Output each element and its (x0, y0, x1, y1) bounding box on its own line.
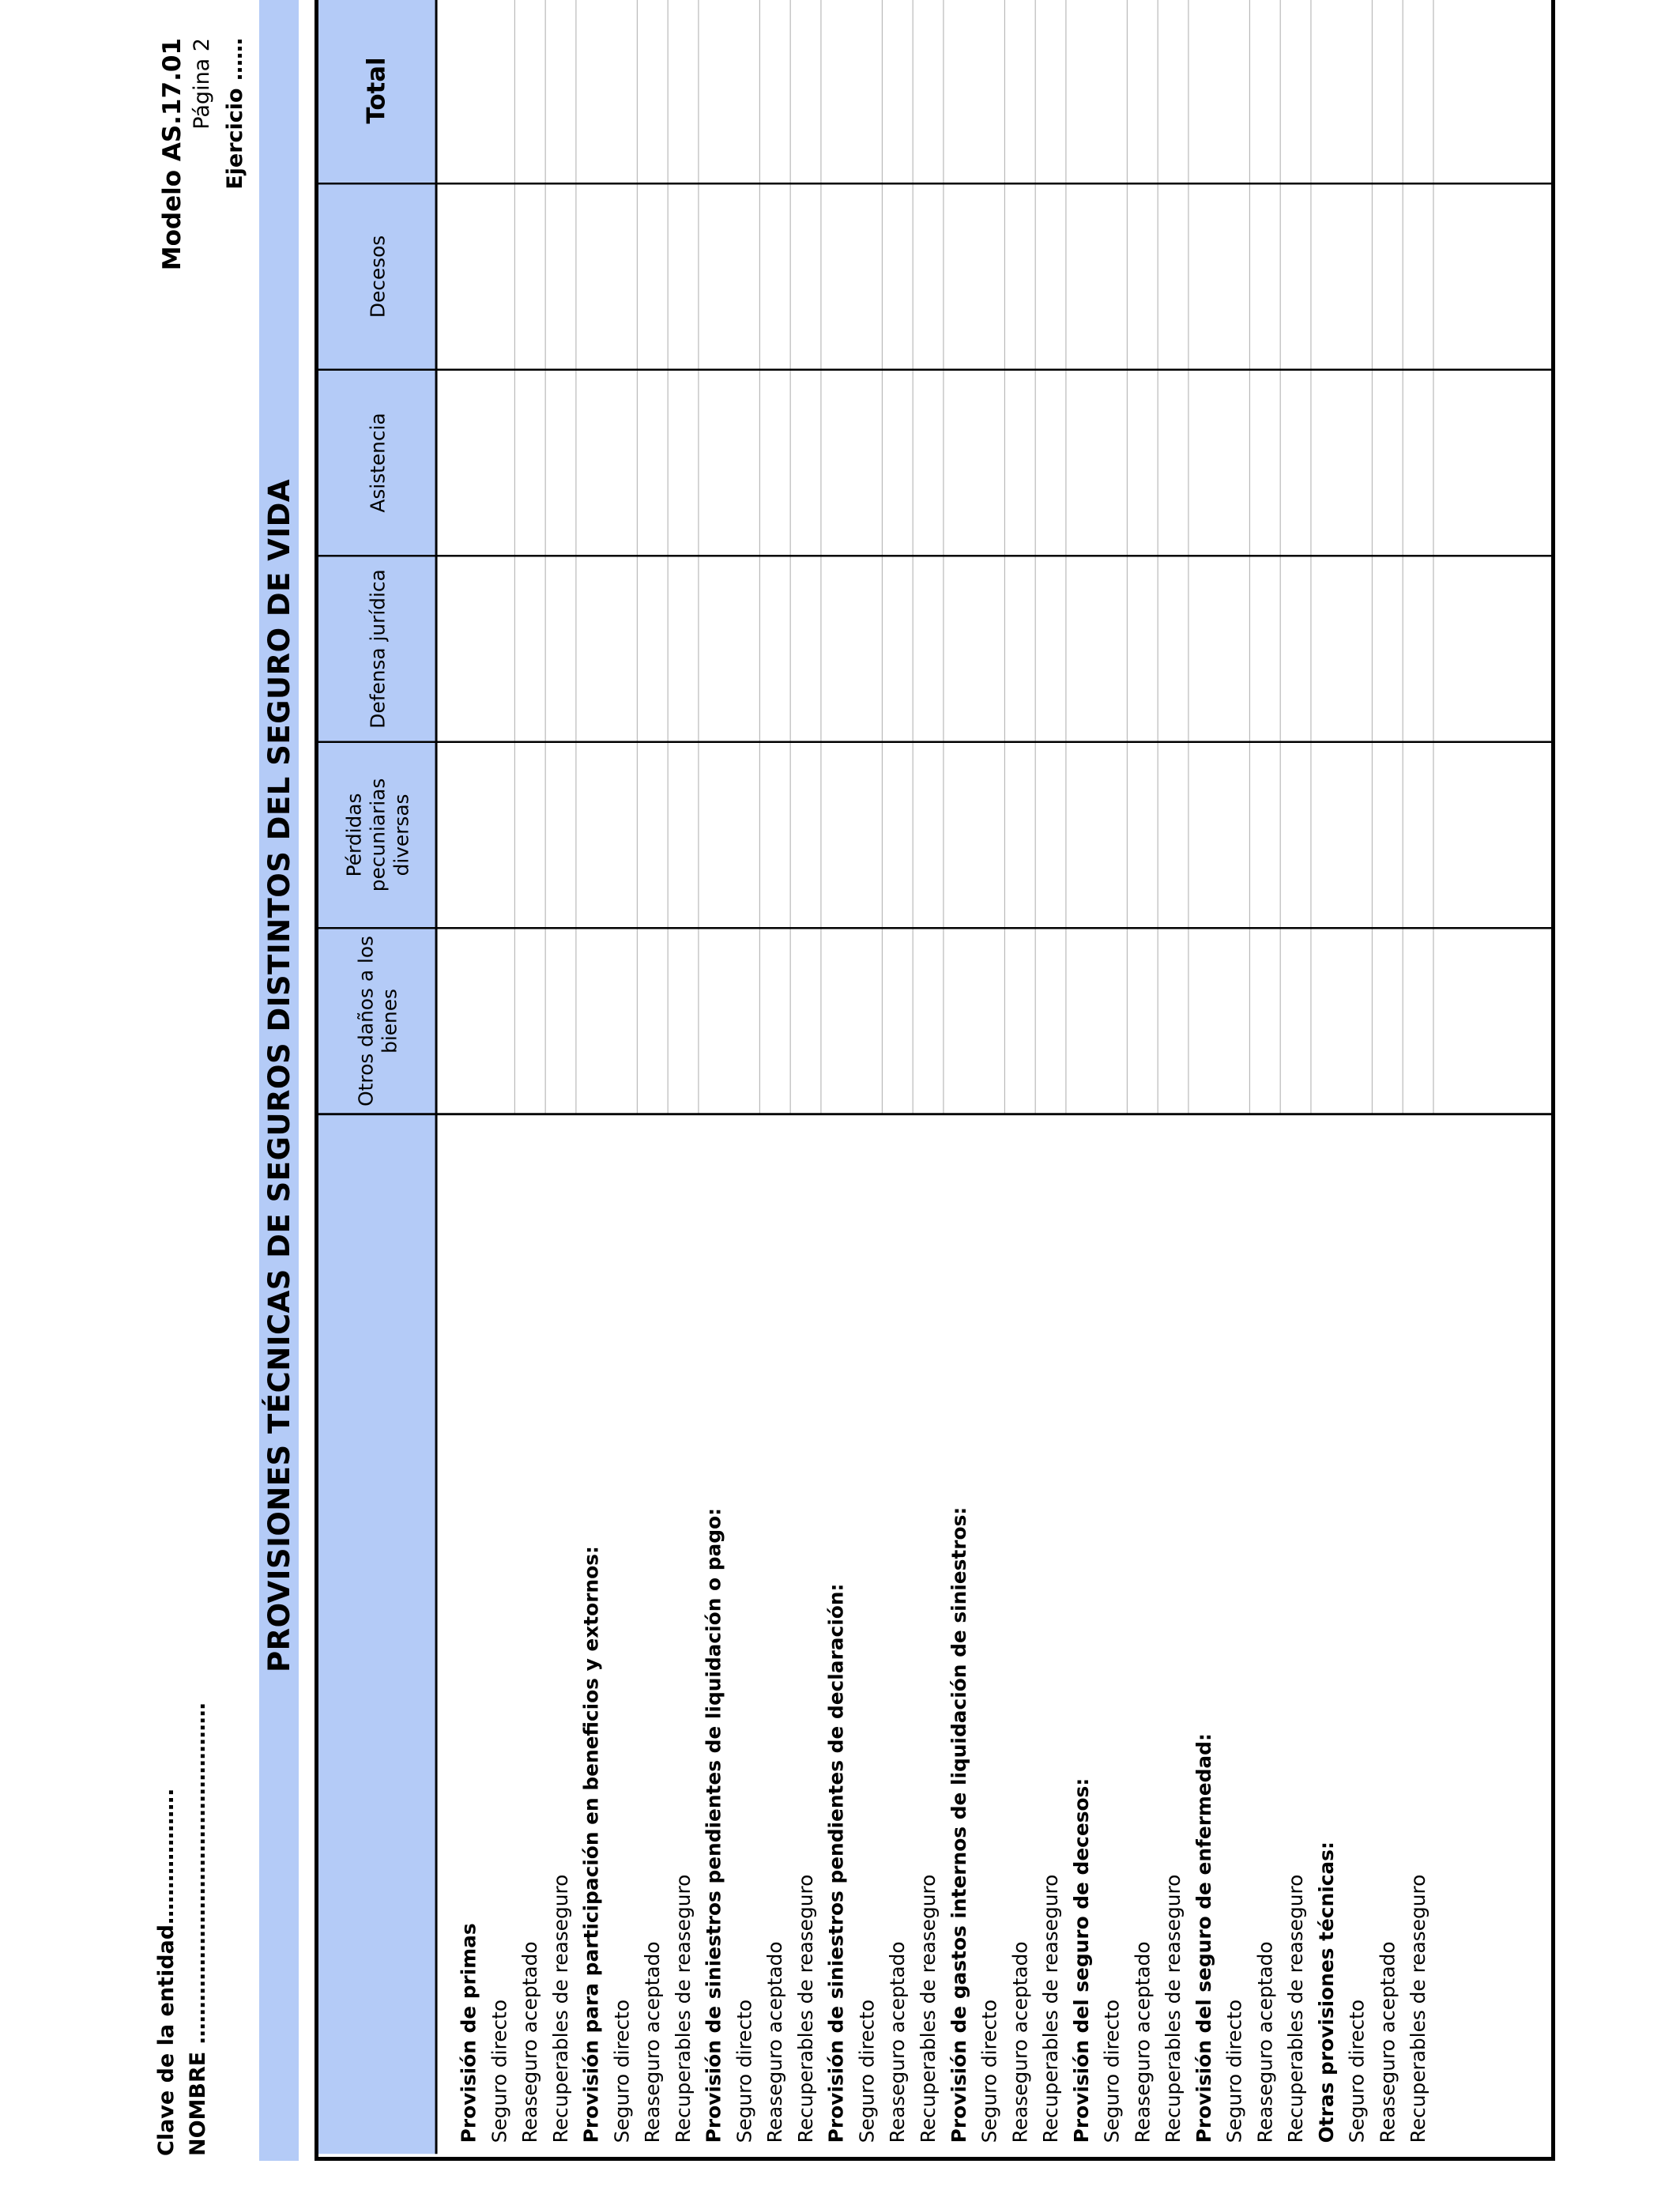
row-label: Recuperables de reaseguro (1284, 1874, 1308, 2143)
row-label: Recuperables de reaseguro (1162, 1874, 1185, 2143)
row-label: Reaseguro aceptado (1376, 1941, 1399, 2143)
section-title: Provisión de siniestros pendientes de declaración: (824, 1583, 848, 2143)
column-header-6: Total (362, 57, 391, 124)
row-label: Reaseguro aceptado (518, 1941, 542, 2143)
section-title: Provisión de primas (457, 1923, 480, 2143)
row-label: Seguro directo (733, 1999, 756, 2143)
provisions-table (315, 0, 1555, 2161)
row-label: Recuperables de reaseguro (1407, 1874, 1430, 2143)
row-label: Seguro directo (855, 1999, 879, 2143)
row-label: Reaseguro aceptado (763, 1941, 787, 2143)
row-label: Recuperables de reaseguro (548, 1874, 572, 2143)
row-label: Recuperables de reaseguro (793, 1874, 817, 2143)
modelo-label: Modelo AS.17.01 (158, 38, 186, 271)
row-label: Seguro directo (1222, 1999, 1246, 2143)
row-label: Reaseguro aceptado (1253, 1941, 1277, 2143)
column-header-3: Defensa jurídica (366, 569, 390, 729)
page-title: PROVISIONES TÉCNICAS DE SEGUROS DISTINTOS DEL SEGURO DE VIDA (262, 478, 296, 1673)
pagina-label: Página 2 (190, 38, 214, 130)
clave-entidad-label: Clave de la entidad………………. (154, 1788, 179, 2156)
row-label: Seguro directo (1345, 1999, 1369, 2143)
row-label: Recuperables de reaseguro (671, 1874, 695, 2143)
column-header-1: Otros daños a losbienes (354, 936, 401, 1106)
section-title: Provisión de siniestros pendientes de liquidación o pago: (702, 1507, 725, 2143)
row-label: Reaseguro aceptado (1131, 1941, 1155, 2143)
row-label: Reaseguro aceptado (886, 1941, 910, 2143)
row-label: Reaseguro aceptado (1008, 1941, 1032, 2143)
nombre-label: NOMBRE ………………………………………… (186, 1702, 210, 2156)
row-label: Recuperables de reaseguro (917, 1874, 940, 2143)
section-title: Otras provisiones técnicas: (1314, 1842, 1338, 2143)
column-header-2: Pérdidaspecuniariasdiversas (342, 778, 413, 892)
column-header-5: Decesos (366, 235, 390, 319)
section-title: Provisión del seguro de enfermedad: (1192, 1733, 1215, 2143)
ejercicio-label: Ejercicio …… (223, 38, 247, 190)
title-band (259, 0, 299, 2161)
column-header-4: Asistencia (366, 413, 390, 513)
row-label: Recuperables de reaseguro (1039, 1874, 1063, 2143)
row-label: Seguro directo (1100, 1999, 1124, 2143)
row-label: Seguro directo (610, 1999, 634, 2143)
row-label: Reaseguro aceptado (641, 1941, 665, 2143)
row-label: Seguro directo (488, 1999, 511, 2143)
row-label: Seguro directo (977, 1999, 1001, 2143)
section-title: Provisión para participación en beneficios y extornos: (579, 1546, 603, 2143)
section-title: Provisión del seguro de decesos: (1069, 1777, 1093, 2143)
section-title: Provisión de gastos internos de liquidación de siniestros: (947, 1506, 970, 2143)
